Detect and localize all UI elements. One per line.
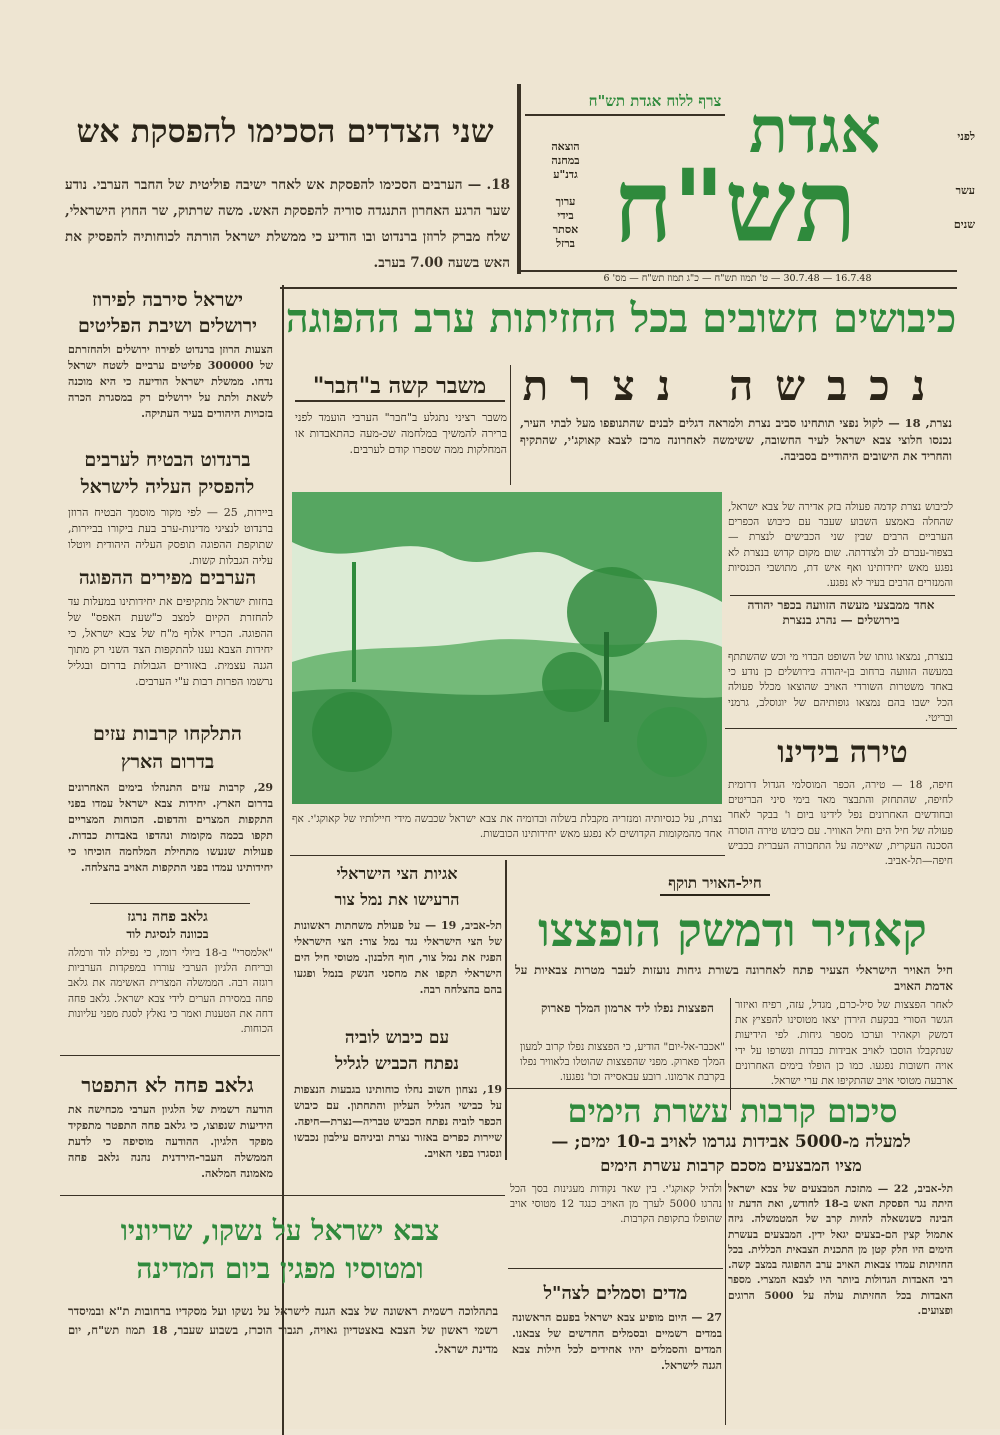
incident-headline: אחד ממבצעי מעשה הזוועה בכפר יהודה בירושלים — נהרג בנצרת — [747, 598, 935, 627]
resign-body: הודעה רשמית של הלגיון הערבי מכחישה את הידיעות שנפוצו, כי גלאב פחה התפטר מתפקיד מפקד הלגיון. ההודעה מוסיפה כי לדעת הממשלה העבר-הירדנית נהנה גלאב פחה מאמונה המלאה. — [68, 1103, 273, 1180]
top-story-headline: שני הצדדים הסכימו להפסקת אש — [76, 112, 494, 150]
air-force-label: חיל-האויר תוקף — [660, 872, 770, 896]
air-force-subhead: חיל האויר הישראלי הצעיר פתח לאחרונה בשורת גיחות נועזות לעבר מטרות צבאיות על אדמת האויב — [515, 963, 953, 993]
nazareth-headline: נכבשה נצרת — [522, 361, 948, 410]
crisis-headline: משבר קשה ב"חבר" — [312, 373, 487, 399]
mid-col-rule — [505, 860, 507, 1160]
photo-caption-rule — [290, 855, 725, 856]
nazareth-photo — [292, 492, 722, 804]
editor-line-3: אסתר — [552, 223, 579, 236]
south-headline-2: בדרום הארץ — [120, 751, 215, 773]
navy-headline: הרעישו את נמל צור — [334, 890, 460, 909]
summary-body: תל-אביב, 22 — מתזכת המבצעים של צבא ישראל היתה נגר הפסקת האש ב-18 לחודש, ואת הדעת זו הבינה כשנשאלה להיות קרב של המטמשלה. גיזה אתמול קצין הם-בצעים יגאל ידין. המבצעים בעשרת הימים היו חלק קטן מן התכנית הצבאית הכללית. בכל החזיתות עמדו צבאות האויב ערב ההפוגה במצב קשה. רבי האבדות הגדולות ביותר היו לצבא המצרי. מספר האבדות בכל החזיתות עולה על 5000 הרוגים ופצועים. — [728, 1183, 953, 1317]
lubia-headline-2: נפתח הכביש לגליל — [335, 1054, 459, 1074]
summary-sub-2: מציו המבצעים מסכם קרבות עשרת הימים — [600, 1156, 862, 1175]
crisis-body: משבר רציני נתגלע ב"חבר" הערבי הועמד לפני ברירה להמשיך במלחמה שכ-מעה כהתאבדות או המחלקות ממה שספרו קודם לערבים. — [295, 411, 507, 456]
violations-body: בחזות ישראל מתקיפים את יחידותינו במעלות עד להחזרת הקיום למצב כ"שעת האפס" של ההפוגה. הכריז אלוף מ"ח של צבא ישראל, כי יחידות הצבא נענו להתקפות הצד השני רק מתוך הגנה עצמית. באזורים הגבולות בדרום ובגליל נרשמו הפרות רבות ע"י הערבים. — [68, 595, 273, 688]
summary-rule — [505, 1088, 957, 1089]
glubb-headline-2: בכוונה לנסיגת לוד — [126, 927, 209, 941]
publisher-line-1: הוצאה — [551, 140, 580, 153]
incident-rule — [730, 595, 955, 596]
masthead-left-1: לפני — [957, 130, 975, 143]
navy-body: תל-אביב, 19 — על פעולת משחתות ראשונות של הצי הישראלי נגד נמל צור: הצי הישראלי הפגיז את נמל צור, חוף הלבנון. מטוסי חיל הים הישראלי תקפו את מחסני הנשק בנמל ופגעו בהם בהצלחה רבה. — [294, 919, 502, 996]
masthead-left-3: שנים — [953, 218, 975, 231]
summary-sub-1: למעלה מ-5000 אבידות נגרמו לאויב ב-10 ימים; — — [551, 1132, 911, 1152]
masthead-title-2: תש"ח — [613, 150, 857, 262]
editor-line-4: ברזל — [556, 237, 575, 250]
medals-body: 27 — היום מופיע צבא ישראל בפעם הראשונה במדים רשמיים ובסמלים החדשים של צבאנו. המדים והסמלים יהיו אחידים לכל חילות צבא הגנה לישראל. — [512, 1311, 722, 1372]
tira-rule — [725, 728, 957, 729]
banner-headline: כיבושים חשובים בכל החזיתות ערב ההפוגה — [285, 295, 957, 342]
summary-body-2: ולהיל קאוקג'י. בין שאר נקודות מעגינות בסך הכל נהרגו 5000 לערך מן האויב כנגד 12 מטוסי אויב שהופלו בתקופת הקרבות. — [510, 1183, 722, 1226]
nazareth-body: לכיבוש נצרת קדמה פעולה בזק אדירה של צבא ישראל, שהחלה באמצע השבוע שעבר עם כיבוש הכפרים הערביים הרבים שבין שני הכבישים לנצרת — בצפור-עברם לב ולצדדתה. שום מקום קדוש בנצרת לא נפגע מאש יחידותינו ואף איש דת, מתושבי הכנסיות והמנזרים הרבים בעיר לא נפגע. — [728, 501, 953, 590]
promise-body: ביירות, 25 — לפי מקור מוסמך הבטיח הרוזן ברנדוט לנציגי מדינות-ערב בעת ביקורו בביירות, שתוקפת ההפוגה תופסק העליה היהודית ויוטלו עליה הגבלות קשות. — [68, 506, 273, 565]
nazareth-lead: נצרת, 18 — לקול נפצי תותחינו סביב נצרת ולמראה דגלים לבנים שהתנופפו מעל לבתי העיר, נכנסו חלוצי צבא ישראל לעיר החשובה, ששימשה לאחרונה מרכז לצבא קאוקג'י, שהתקיף והחריד את הישובים היהודיים בסביבה. — [520, 416, 952, 464]
resign-headline: גלאב פחה לא התפטר — [81, 1073, 254, 1097]
medals-rule — [508, 1268, 723, 1269]
crisis-col-rule — [510, 365, 511, 485]
idf-body: בתהלוכה רשמית ראשונה של צבא הגנה לישראל על נשקו ועל מסקדיו ברחובות ת"א ובמיסדר רשמי ראשון של הצבא באצטדיון גאויה, תגבור הוכרז, בשבוע שעבר, 18 תמוז תש"ח, יום מדינת ישראל. — [68, 1304, 498, 1356]
resign-rule — [60, 1055, 280, 1056]
crisis-underline — [295, 400, 505, 402]
publisher-line-2: במחנה — [551, 154, 580, 167]
editor-line-2: בידי — [557, 209, 574, 222]
dateline-rule-bottom — [280, 287, 957, 289]
lubia-headline-1: עם כיבוש לוביה — [344, 1028, 450, 1048]
masthead-left-2: עשר — [955, 184, 975, 197]
promise-headline-2: להפסיק העליה לישראל — [80, 476, 255, 498]
masthead-supplement-rule — [525, 114, 725, 116]
promise-headline-1: ברנדוט הבטיח לערבים — [84, 449, 251, 471]
top-story-body: 18. — הערבים הסכימו להפסקת אש לאחר ישיבה פוליטית של החבר הערבי. נודע שער הרגע האחרון התנגדה סוריה להפסקת האש. משה שרתוק, שר החוץ הישראלי, שלח מברק לרוזן ברנדוט ובו הודיע כי ממשלת ישראל הורתה לכוחותיה להפסיק את האש בשעה 7.00 בערב. — [65, 177, 510, 271]
masthead-publisher — [538, 140, 593, 182]
idf-rule — [60, 1195, 505, 1196]
idf-headline-1: צבא ישראל על נשקו, שריוניו — [120, 1214, 440, 1247]
violations-headline: הערבים מפירים ההפוגה — [78, 567, 257, 589]
dateline-rule-top — [517, 270, 957, 272]
summary-col-rule — [725, 1180, 726, 1425]
glubb-body: "אלמסרי" ב-18 ביולי רומז, כי נפילת לוד ורמלה ובריחת הלגיון הערבי עוררו במפקדות הערביות רוגזה רבה. הממשלה המצרית האשימה את גלאב פחה במסירת הערים לידי צבא ישראל. גלאב פחה דחה את הטענות ואמר כי נאלץ לסגת מפני עליונות הכוחות. — [68, 947, 273, 1036]
incident-body: בנצרת, נמצאו גוותו של השופט הבדוי מי וכש שהשתתף במעשה הזוועה ברחוב בן-יהודה בירושלים כן נודע כי באחד משטרות השורדי האויב שהוצאו מכלל פעולה הכל ישבו בהם נמצאו גופותיהם של יוגוסלב, גרמני ובריטי. — [728, 651, 953, 724]
nazareth-photo-illustration — [292, 492, 722, 804]
air-force-body: לאחר הפצצות של סיל-כרם, מגדל, עזה, רפיח ואיזור הגשר הסורי בבקעת הירדן יצאו מטוסינו להפציץ את דמשק וקאהיר וערכו מספר גיחות. לפי הידיעות שנתקבלו הוסבו לאויב אבידות כבדות ונשרפו על ידי אויה חשובות נפגעו. כמו כן הופלו בימים האחרונים ארבעה מטוסי אויב שהתקיפו את ערי ישראל. — [735, 999, 953, 1088]
farouk-headline: הפצצות נפלו ליד ארמון המלך פארוק — [541, 1001, 714, 1015]
idf-headline-2: ומטוסיו מפגין ביום המדינה — [136, 1252, 424, 1285]
masthead-title-1: אגדת — [748, 98, 882, 164]
navy-label: אגיות הצי הישראלי — [336, 864, 458, 883]
tira-headline: טירה בידינו — [777, 735, 908, 770]
masthead-top-rule — [517, 84, 521, 274]
photo-caption: נצרת, על כנסיותיה ומנזריה מקבלת בשלוה ובדומיה את צבא ישראל שכבשה מידי חיילותיו של קאוקג'י. אף אחד מהמקומות הקדושים לא נפגע מאש יחידותינו הכובשות. — [292, 813, 722, 841]
publisher-line-3: גדנ"ע — [553, 168, 578, 181]
masthead-editor — [538, 195, 593, 251]
masthead-left-col — [920, 120, 975, 242]
air-force-headline: קאהיר ודמשק הופצצו — [538, 903, 927, 957]
masthead-dateline: 16.7.48 — 30.7.48 — ט' תמוז תש"ח — כ"ג תמוז תש"ח — מס' 6 — [603, 273, 872, 284]
summary-headline: סיכום קרבות עשרת הימים — [567, 1092, 898, 1130]
bernadotte-body: הצעות הרוזן ברנדוט לפירוז ירושלים ולהחזרתם של 300000 פליטים ערביים לשטח ישראל נדחו. ממשלת ישראל הודיעה כי היא מוכנה לשאת ולתת על ירושלים רק במסגרת הכרה בזכויות היהודים בעיר העתיקה. — [68, 343, 273, 420]
medals-headline: מדים וסמלים לצה"ל — [543, 1283, 688, 1304]
bernadotte-headline-1: ישראל סירבה לפירוז — [92, 289, 243, 311]
editor-line-1: ערוך — [555, 195, 576, 208]
masthead-supplement: צרף ללוח אגדת תש"ח — [588, 92, 722, 110]
glubb-box-rule — [90, 903, 250, 904]
farouk-body: "אכבר-אל-יום" הודיע, כי הפצצות נפלו קרוב למעון המלך פארוק. מפני שהפצצות שהוטלו בלאוויר נפלו בקרבת ארמונו. רובע עבאסייה וכו' נפגעו. — [520, 1041, 725, 1084]
tira-body: חיפה, 18 — טירה, הכפר המוסלמי הגדול דרומית לחיפה, שהתחזק והתבצר מאד בימי סיני הבריטים ובחודשים האחרונים נפל לידינו ביום ו' בבקר לאחר פעולה של חיל הים וחיל האוויר. עם כיבוש טירה הוסרה הסכנה העקרית, שאיימה על התחבורה העברית בכביש חיפה—תל-אביב. — [728, 779, 953, 868]
south-body: 29, קרבות עזים התנהלו בימים האחרונים בדרום הארץ. יחידות צבא ישראל עמדו בפני התקפות המצרים והדפום. הכוחות המצריים תקפו בכמה מקומות ונהדפו באבדות כבדות. פעולות שנעשו מתחילת המלחמה הוכיחו כי יחידותינו עמדו בפני התקפות האויב בהצלחה. — [68, 781, 273, 874]
south-headline-1: התלקחו קרבות עזים — [93, 723, 242, 745]
bernadotte-headline-2: ירושלים ושיבת הפליטים — [77, 315, 258, 337]
glubb-headline-1: גלאב פחה נרגז — [127, 909, 208, 925]
lubia-body: 19, נצחון חשוב נחלו כוחותינו בגבעות הנצפות על כבישי הגליל העליון והתחתון. עם כיבוש הכפר לוביה נפתח הכביש טבריה—נצרת—חיפה. שיירות כפרים באזור נצרת וביניהם עילבון נכבשו ונסגרו בפני האויב. — [294, 1083, 502, 1160]
